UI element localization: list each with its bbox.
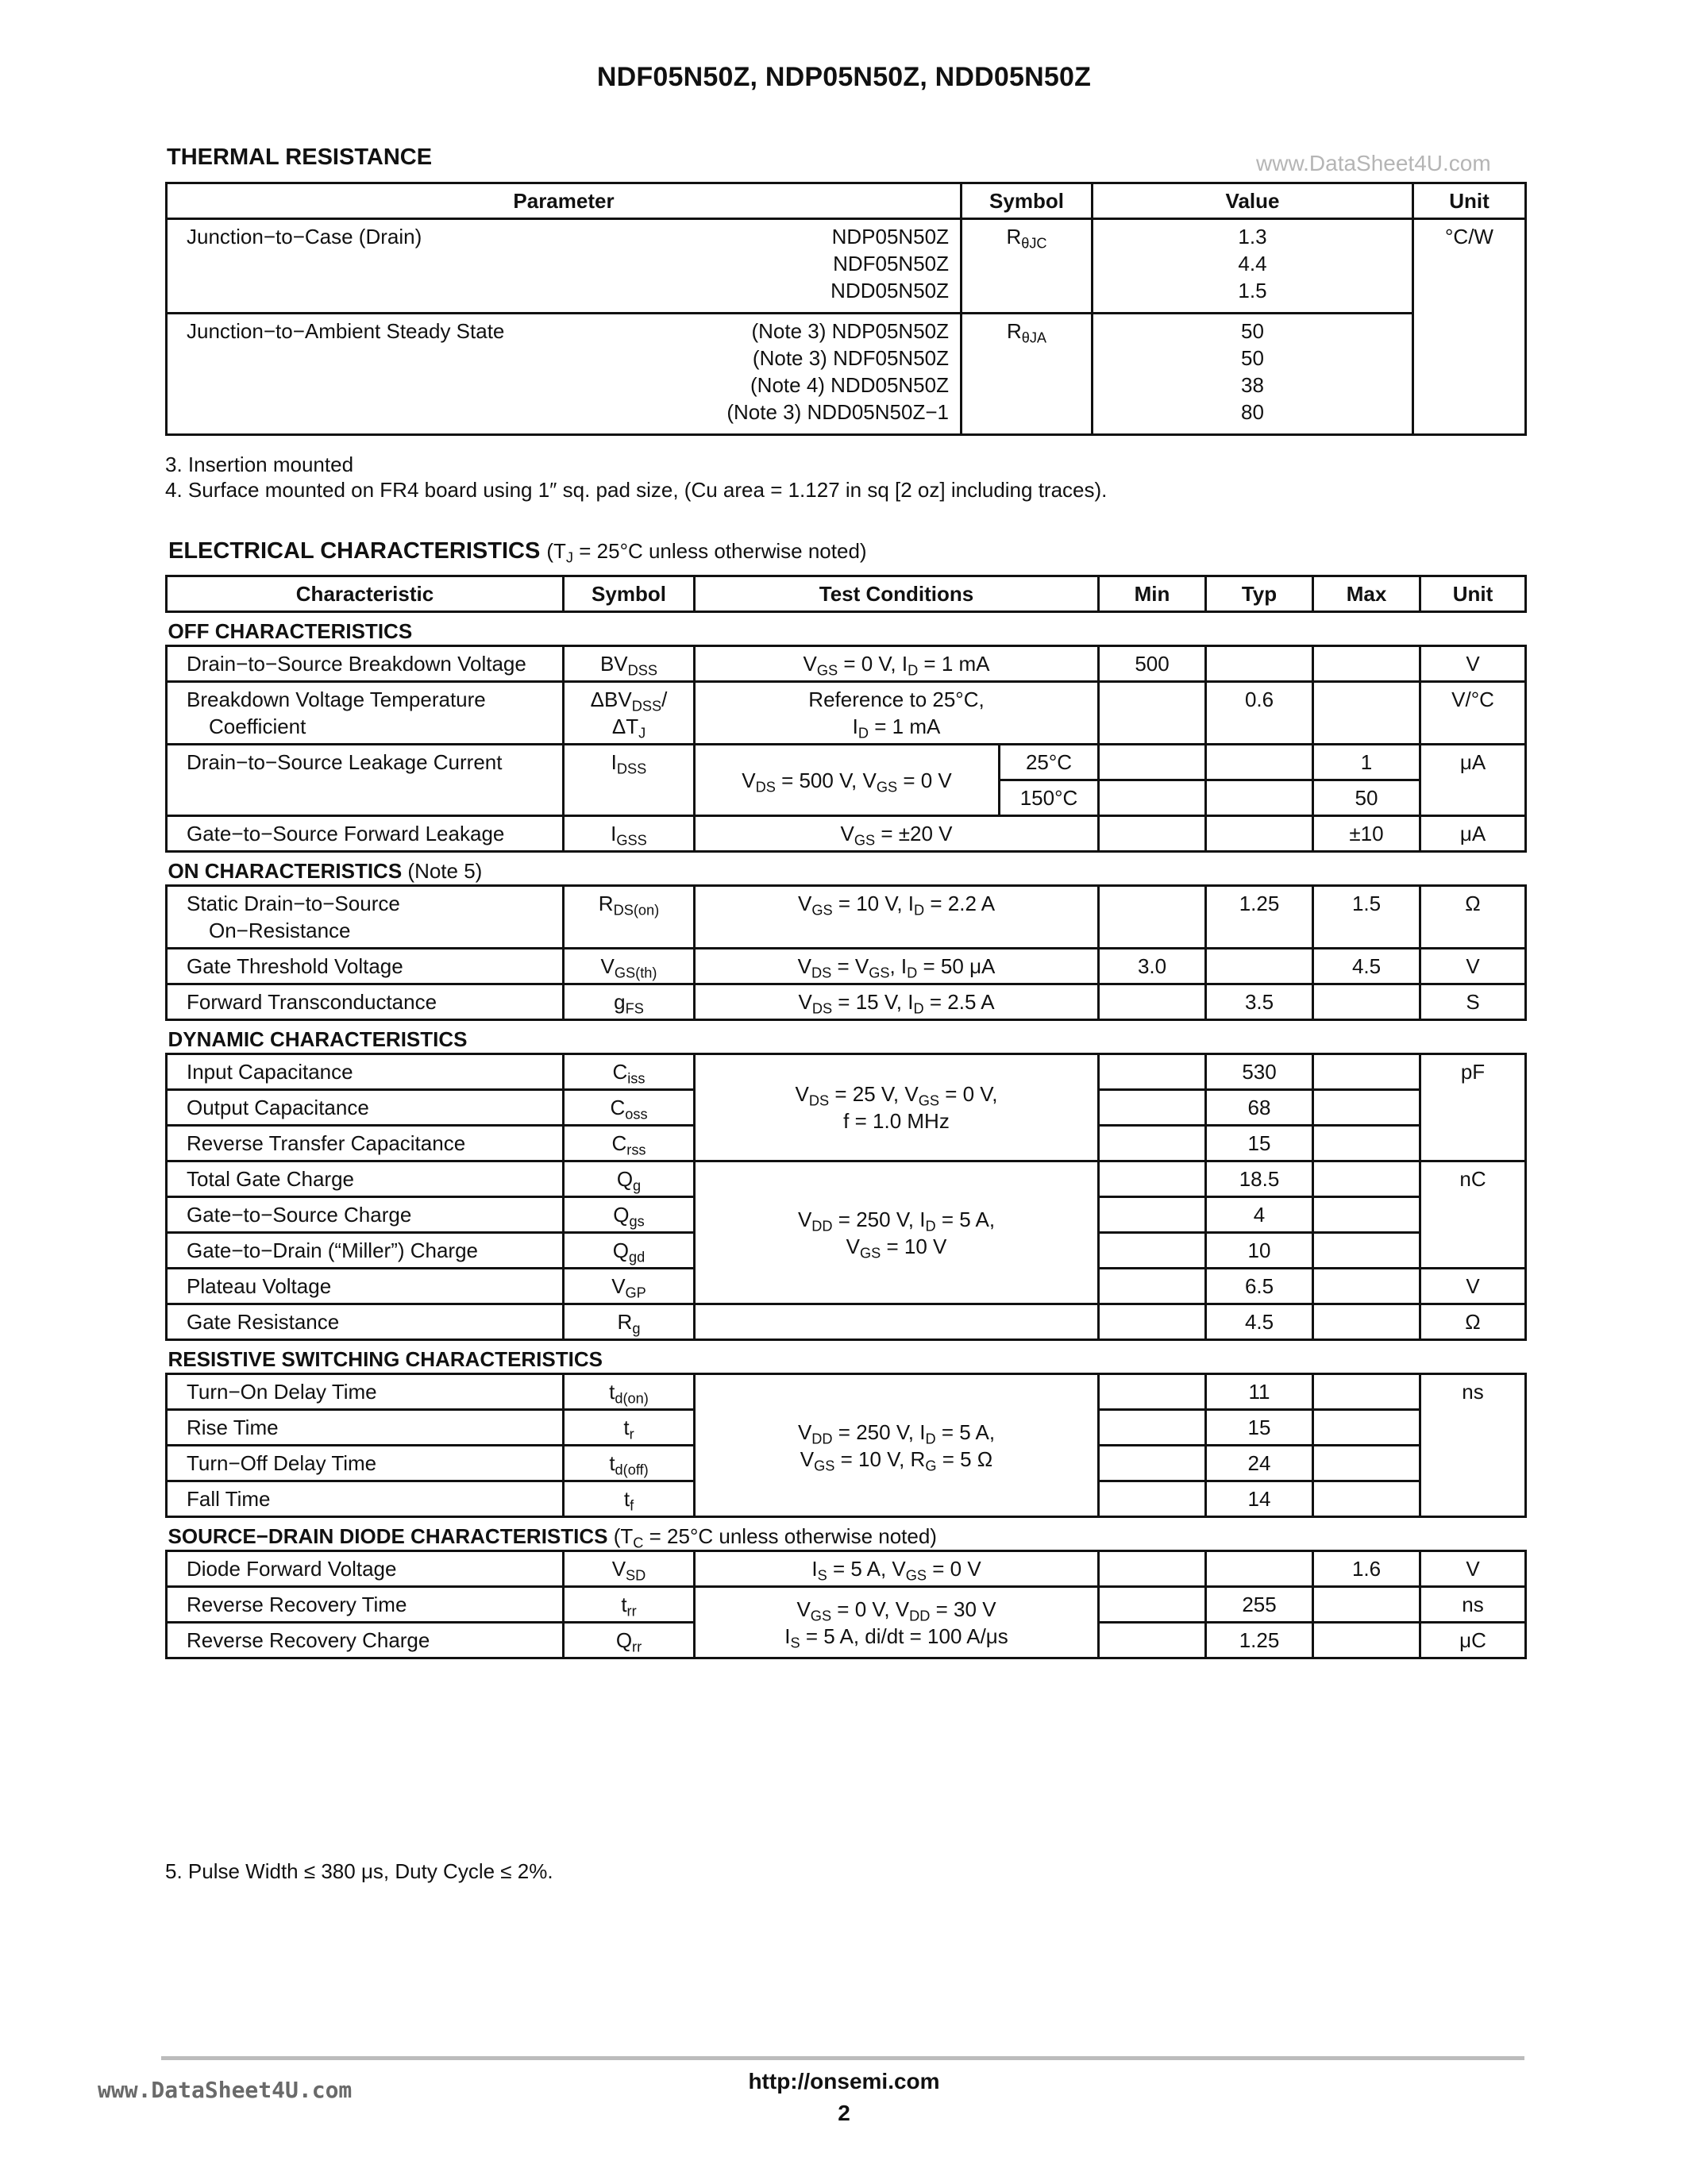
max-value (1313, 1304, 1420, 1340)
thermal-unit: °C/W (1413, 219, 1526, 435)
min-value: 3.0 (1099, 949, 1206, 984)
typ-value: 530 (1206, 1054, 1313, 1090)
char-symbol: $C_{oss}$ (564, 1090, 695, 1126)
row-rg (167, 1304, 1526, 1340)
typ-value: 1.25 (1206, 1623, 1313, 1658)
min-value (1099, 1126, 1206, 1161)
min-value (1099, 1623, 1206, 1658)
category-off-title: OFF CHARACTERISTICS (167, 612, 1526, 646)
symbol-rthja: $R_{\theta JA}$ (962, 314, 1093, 435)
row-tdon (167, 1374, 1526, 1410)
symbol-rthjc: $R_{\theta JC}$ (962, 219, 1093, 314)
min-value (1099, 1269, 1206, 1304)
param-junction-case (167, 219, 962, 314)
char-name: Rise Time (167, 1410, 564, 1446)
char-name: Gate−to−Source Forward Leakage (167, 816, 564, 852)
header-symbol: Symbol (564, 576, 695, 612)
min-value (1099, 745, 1206, 780)
max-value: 4.5 (1313, 949, 1420, 984)
typ-value: 4.5 (1206, 1304, 1313, 1340)
thermal-row-junction-ambient (167, 314, 1526, 435)
row-trr (167, 1587, 1526, 1623)
test-condition-capacitance: $V_{DS} = 25$ V, $V_{GS} = 0$ V, f = 1.0 MHz (695, 1054, 1099, 1161)
min-value (1099, 1551, 1206, 1587)
min-value (1099, 1233, 1206, 1269)
max-value: 50 (1313, 780, 1420, 816)
value-entry: 50 (1241, 319, 1264, 343)
row-igss (167, 816, 1526, 852)
header-max: Max (1313, 576, 1420, 612)
thermal-header-row (167, 183, 1526, 219)
unit-value: nC (1420, 1161, 1526, 1269)
header-typ: Typ (1206, 576, 1313, 612)
char-symbol: $V_{SD}$ (564, 1551, 695, 1587)
char-symbol: $R_{DS(on)}$ (564, 886, 695, 949)
row-vsd (167, 1551, 1526, 1587)
header-unit: Unit (1413, 183, 1526, 219)
char-symbol: $Q_{gd}$ (564, 1233, 695, 1269)
typ-value (1206, 949, 1313, 984)
char-symbol: $V_{GS(th)}$ (564, 949, 695, 984)
min-value (1099, 682, 1206, 745)
min-value (1099, 984, 1206, 1020)
char-symbol: $BV_{DSS}$ (564, 646, 695, 682)
unit-value: Ω (1420, 886, 1526, 949)
char-symbol: $Q_{rr}$ (564, 1623, 695, 1658)
device-list (726, 318, 949, 426)
row-idss-25c (167, 745, 1526, 780)
char-name: Input Capacitance (167, 1054, 564, 1090)
values-junction-ambient (1093, 314, 1413, 435)
char-name: Drain−to−Source Leakage Current (167, 745, 564, 816)
typ-value: 24 (1206, 1446, 1313, 1481)
test-condition-gate-charge: $V_{DD} = 250$ V, $I_D = 5$ A, $V_{GS} = 10$ V (695, 1161, 1099, 1304)
char-name: Turn−On Delay Time (167, 1374, 564, 1410)
max-value (1313, 1410, 1420, 1446)
device-entry: NDP05N50Z (831, 225, 949, 248)
note-5: 5. Pulse Width ≤ 380 μs, Duty Cycle ≤ 2%. (165, 1859, 553, 1883)
min-value (1099, 1374, 1206, 1410)
row-bvdss-tempco (167, 682, 1526, 745)
device-entry: NDF05N50Z (833, 252, 949, 275)
unit-value: μA (1420, 745, 1526, 816)
char-name: Reverse Transfer Capacitance (167, 1126, 564, 1161)
max-value (1313, 1587, 1420, 1623)
value-entry: 80 (1241, 400, 1264, 424)
char-name: Fall Time (167, 1481, 564, 1517)
max-value: 1.6 (1313, 1551, 1420, 1587)
typ-value: 14 (1206, 1481, 1313, 1517)
max-value (1313, 1126, 1420, 1161)
header-test-conditions: Test Conditions (695, 576, 1099, 612)
typ-value (1206, 1551, 1313, 1587)
min-value (1099, 1587, 1206, 1623)
char-name: Reverse Recovery Charge (167, 1623, 564, 1658)
header-unit: Unit (1420, 576, 1526, 612)
char-name: Gate−to−Drain (“Miller”) Charge (167, 1233, 564, 1269)
device-entry: (Note 3) NDD05N50Z−1 (726, 400, 949, 424)
values-junction-case (1093, 219, 1413, 314)
watermark-top: www.DataSheet4U.com (1256, 151, 1491, 175)
typ-value (1206, 745, 1313, 780)
char-name: Forward Transconductance (167, 984, 564, 1020)
row-bvdss (167, 646, 1526, 682)
category-on-title: ON CHARACTERISTICS (Note 5) (167, 852, 1526, 886)
param-label: Junction−to−Case (Drain) (187, 225, 422, 248)
note-3: 3. Insertion mounted (165, 453, 354, 476)
char-name: Turn−Off Delay Time (167, 1446, 564, 1481)
char-symbol: $R_g$ (564, 1304, 695, 1340)
unit-value: pF (1420, 1054, 1526, 1161)
min-value (1099, 1410, 1206, 1446)
category-on (167, 852, 1526, 886)
category-dynamic-title: DYNAMIC CHARACTERISTICS (167, 1020, 1526, 1054)
unit-value: Ω (1420, 1304, 1526, 1340)
min-value (1099, 1481, 1206, 1517)
typ-value: 10 (1206, 1233, 1313, 1269)
unit-value: S (1420, 984, 1526, 1020)
unit-value: V/°C (1420, 682, 1526, 745)
thermal-row-junction-case (167, 219, 1526, 314)
char-name: Diode Forward Voltage (167, 1551, 564, 1587)
device-entry: NDD05N50Z (831, 279, 949, 302)
typ-value: 1.25 (1206, 886, 1313, 949)
char-name: Gate Resistance (167, 1304, 564, 1340)
test-condition-switching: $V_{DD} = 250$ V, $I_D = 5$ A, $V_{GS} = 10$ V, $R_G = 5$ Ω (695, 1374, 1099, 1517)
typ-value: 255 (1206, 1587, 1313, 1623)
value-entry: 4.4 (1238, 252, 1267, 275)
char-symbol: $t_{d(on)}$ (564, 1374, 695, 1410)
page-number: 2 (838, 2101, 850, 2125)
typ-value: 15 (1206, 1410, 1313, 1446)
min-value (1099, 1446, 1206, 1481)
char-name: Gate Threshold Voltage (167, 949, 564, 984)
row-vgsth (167, 949, 1526, 984)
typ-value (1206, 780, 1313, 816)
typ-value: 11 (1206, 1374, 1313, 1410)
char-name: Gate−to−Source Charge (167, 1197, 564, 1233)
category-switching (167, 1340, 1526, 1374)
char-symbol: $I_{DSS}$ (564, 745, 695, 816)
device-list (831, 223, 949, 304)
typ-value (1206, 646, 1313, 682)
param-label: Junction−to−Ambient Steady State (187, 319, 505, 343)
max-value (1313, 1197, 1420, 1233)
category-diode-title: SOURCE−DRAIN DIODE CHARACTERISTICS ($T_C = 25^\circ C$ unless otherwise noted) (167, 1517, 1526, 1551)
value-entry: 38 (1241, 373, 1264, 397)
electrical-heading-note: ($T_J = 25^\circ C$ unless otherwise noted) (546, 539, 867, 566)
test-condition: $V_{DS} = 500$ V, $V_{GS} = 0$ V (695, 745, 1000, 816)
max-value (1313, 682, 1420, 745)
header-value: Value (1093, 183, 1413, 219)
test-condition: $V_{GS} = 0$ V, $I_D = 1$ mA (695, 646, 1099, 682)
unit-value: V (1420, 1551, 1526, 1587)
test-condition: $I_S = 5$ A, $V_{GS} = 0$ V (695, 1551, 1099, 1587)
test-condition-recovery: $V_{GS} = 0$ V, $V_{DD} = 30$ V $I_S = 5$ A, di/dt = 100 A/μs (695, 1587, 1099, 1658)
char-symbol: $Q_g$ (564, 1161, 695, 1197)
header-parameter: Parameter (167, 183, 962, 219)
char-name: Output Capacitance (167, 1090, 564, 1126)
min-value (1099, 816, 1206, 852)
char-name: Reverse Recovery Time (167, 1587, 564, 1623)
device-entry: (Note 4) NDD05N50Z (750, 373, 949, 397)
char-symbol: $Q_{gs}$ (564, 1197, 695, 1233)
note-4: 4. Surface mounted on FR4 board using 1″ sq. pad size, (Cu area = 1.127 in sq [2 oz] including traces). (165, 478, 1108, 502)
category-switching-title: RESISTIVE SWITCHING CHARACTERISTICS (167, 1340, 1526, 1374)
device-entry: (Note 3) NDF05N50Z (752, 346, 949, 370)
footer-divider (161, 2056, 1524, 2060)
char-symbol: $t_f$ (564, 1481, 695, 1517)
category-diode (167, 1517, 1526, 1551)
min-value (1099, 1054, 1206, 1090)
max-value (1313, 1446, 1420, 1481)
electrical-heading: ELECTRICAL CHARACTERISTICS ($T_J = 25^\circ C$ unless otherwise noted) (168, 538, 867, 566)
max-value (1313, 1623, 1420, 1658)
param-junction-ambient (167, 314, 962, 435)
min-value (1099, 1090, 1206, 1126)
unit-value: ns (1420, 1587, 1526, 1623)
char-name: Total Gate Charge (167, 1161, 564, 1197)
char-name: Drain−to−Source Breakdown Voltage (167, 646, 564, 682)
unit-value: V (1420, 949, 1526, 984)
char-symbol: $\Delta BV_{DSS}/$ $\Delta T_J$ (564, 682, 695, 745)
document-title: NDF05N50Z, NDP05N50Z, NDD05N50Z (596, 62, 1092, 92)
test-condition: $V_{GS} = \pm 20$ V (695, 816, 1099, 852)
thermal-table (165, 182, 1527, 436)
electrical-table (165, 575, 1527, 1659)
watermark-bottom: www.DataSheet4U.com (98, 2077, 353, 2103)
test-condition: $V_{GS} = 10$ V, $I_D = 2.2$ A (695, 886, 1099, 949)
max-value (1313, 1269, 1420, 1304)
max-value (1313, 1233, 1420, 1269)
char-symbol: $g_{FS}$ (564, 984, 695, 1020)
typ-value (1206, 816, 1313, 852)
char-symbol: $I_{GSS}$ (564, 816, 695, 852)
min-value (1099, 1304, 1206, 1340)
electrical-header-row (167, 576, 1526, 612)
typ-value: 18.5 (1206, 1161, 1313, 1197)
unit-value: V (1420, 646, 1526, 682)
min-value (1099, 780, 1206, 816)
unit-value: μA (1420, 816, 1526, 852)
max-value (1313, 646, 1420, 682)
typ-value: 15 (1206, 1126, 1313, 1161)
max-value (1313, 1481, 1420, 1517)
char-symbol: $C_{rss}$ (564, 1126, 695, 1161)
typ-value: 6.5 (1206, 1269, 1313, 1304)
max-value: 1.5 (1313, 886, 1420, 949)
char-symbol: $C_{iss}$ (564, 1054, 695, 1090)
test-condition: Reference to 25°C, $I_D = 1$ mA (695, 682, 1099, 745)
device-entry: (Note 3) NDP05N50Z (751, 319, 949, 343)
typ-value: 4 (1206, 1197, 1313, 1233)
max-value: ±10 (1313, 816, 1420, 852)
char-symbol: $V_{GP}$ (564, 1269, 695, 1304)
unit-value: V (1420, 1269, 1526, 1304)
char-name: Plateau Voltage (167, 1269, 564, 1304)
unit-value: ns (1420, 1374, 1526, 1517)
char-name: Breakdown Voltage Temperature Coefficient (167, 682, 564, 745)
unit-value: μC (1420, 1623, 1526, 1658)
char-symbol: $t_r$ (564, 1410, 695, 1446)
value-entry: 1.5 (1238, 279, 1267, 302)
max-value (1313, 984, 1420, 1020)
row-rdson (167, 886, 1526, 949)
header-symbol: Symbol (962, 183, 1093, 219)
row-qg (167, 1161, 1526, 1197)
test-condition (695, 1304, 1099, 1340)
value-entry: 50 (1241, 346, 1264, 370)
category-off (167, 612, 1526, 646)
max-value: 1 (1313, 745, 1420, 780)
typ-value: 68 (1206, 1090, 1313, 1126)
typ-value: 0.6 (1206, 682, 1313, 745)
typ-value: 3.5 (1206, 984, 1313, 1020)
header-characteristic: Characteristic (167, 576, 564, 612)
max-value (1313, 1090, 1420, 1126)
test-condition: $V_{DS} = 15$ V, $I_D = 2.5$ A (695, 984, 1099, 1020)
min-value (1099, 886, 1206, 949)
char-symbol: $t_{d(off)}$ (564, 1446, 695, 1481)
row-ciss (167, 1054, 1526, 1090)
max-value (1313, 1054, 1420, 1090)
temperature-condition: 25°C (1000, 745, 1099, 780)
min-value (1099, 1161, 1206, 1197)
min-value (1099, 1197, 1206, 1233)
max-value (1313, 1374, 1420, 1410)
test-condition: $V_{DS} = V_{GS}$, $I_D = 50$ μA (695, 949, 1099, 984)
thermal-heading: THERMAL RESISTANCE (167, 144, 433, 170)
min-value: 500 (1099, 646, 1206, 682)
category-dynamic (167, 1020, 1526, 1054)
char-name: Static Drain−to−Source On−Resistance (167, 886, 564, 949)
value-entry: 1.3 (1238, 225, 1267, 248)
char-symbol: $t_{rr}$ (564, 1587, 695, 1623)
header-min: Min (1099, 576, 1206, 612)
row-gfs (167, 984, 1526, 1020)
footer-url-link[interactable]: http://onsemi.com (748, 2069, 940, 2093)
temperature-condition: 150°C (1000, 780, 1099, 816)
max-value (1313, 1161, 1420, 1197)
